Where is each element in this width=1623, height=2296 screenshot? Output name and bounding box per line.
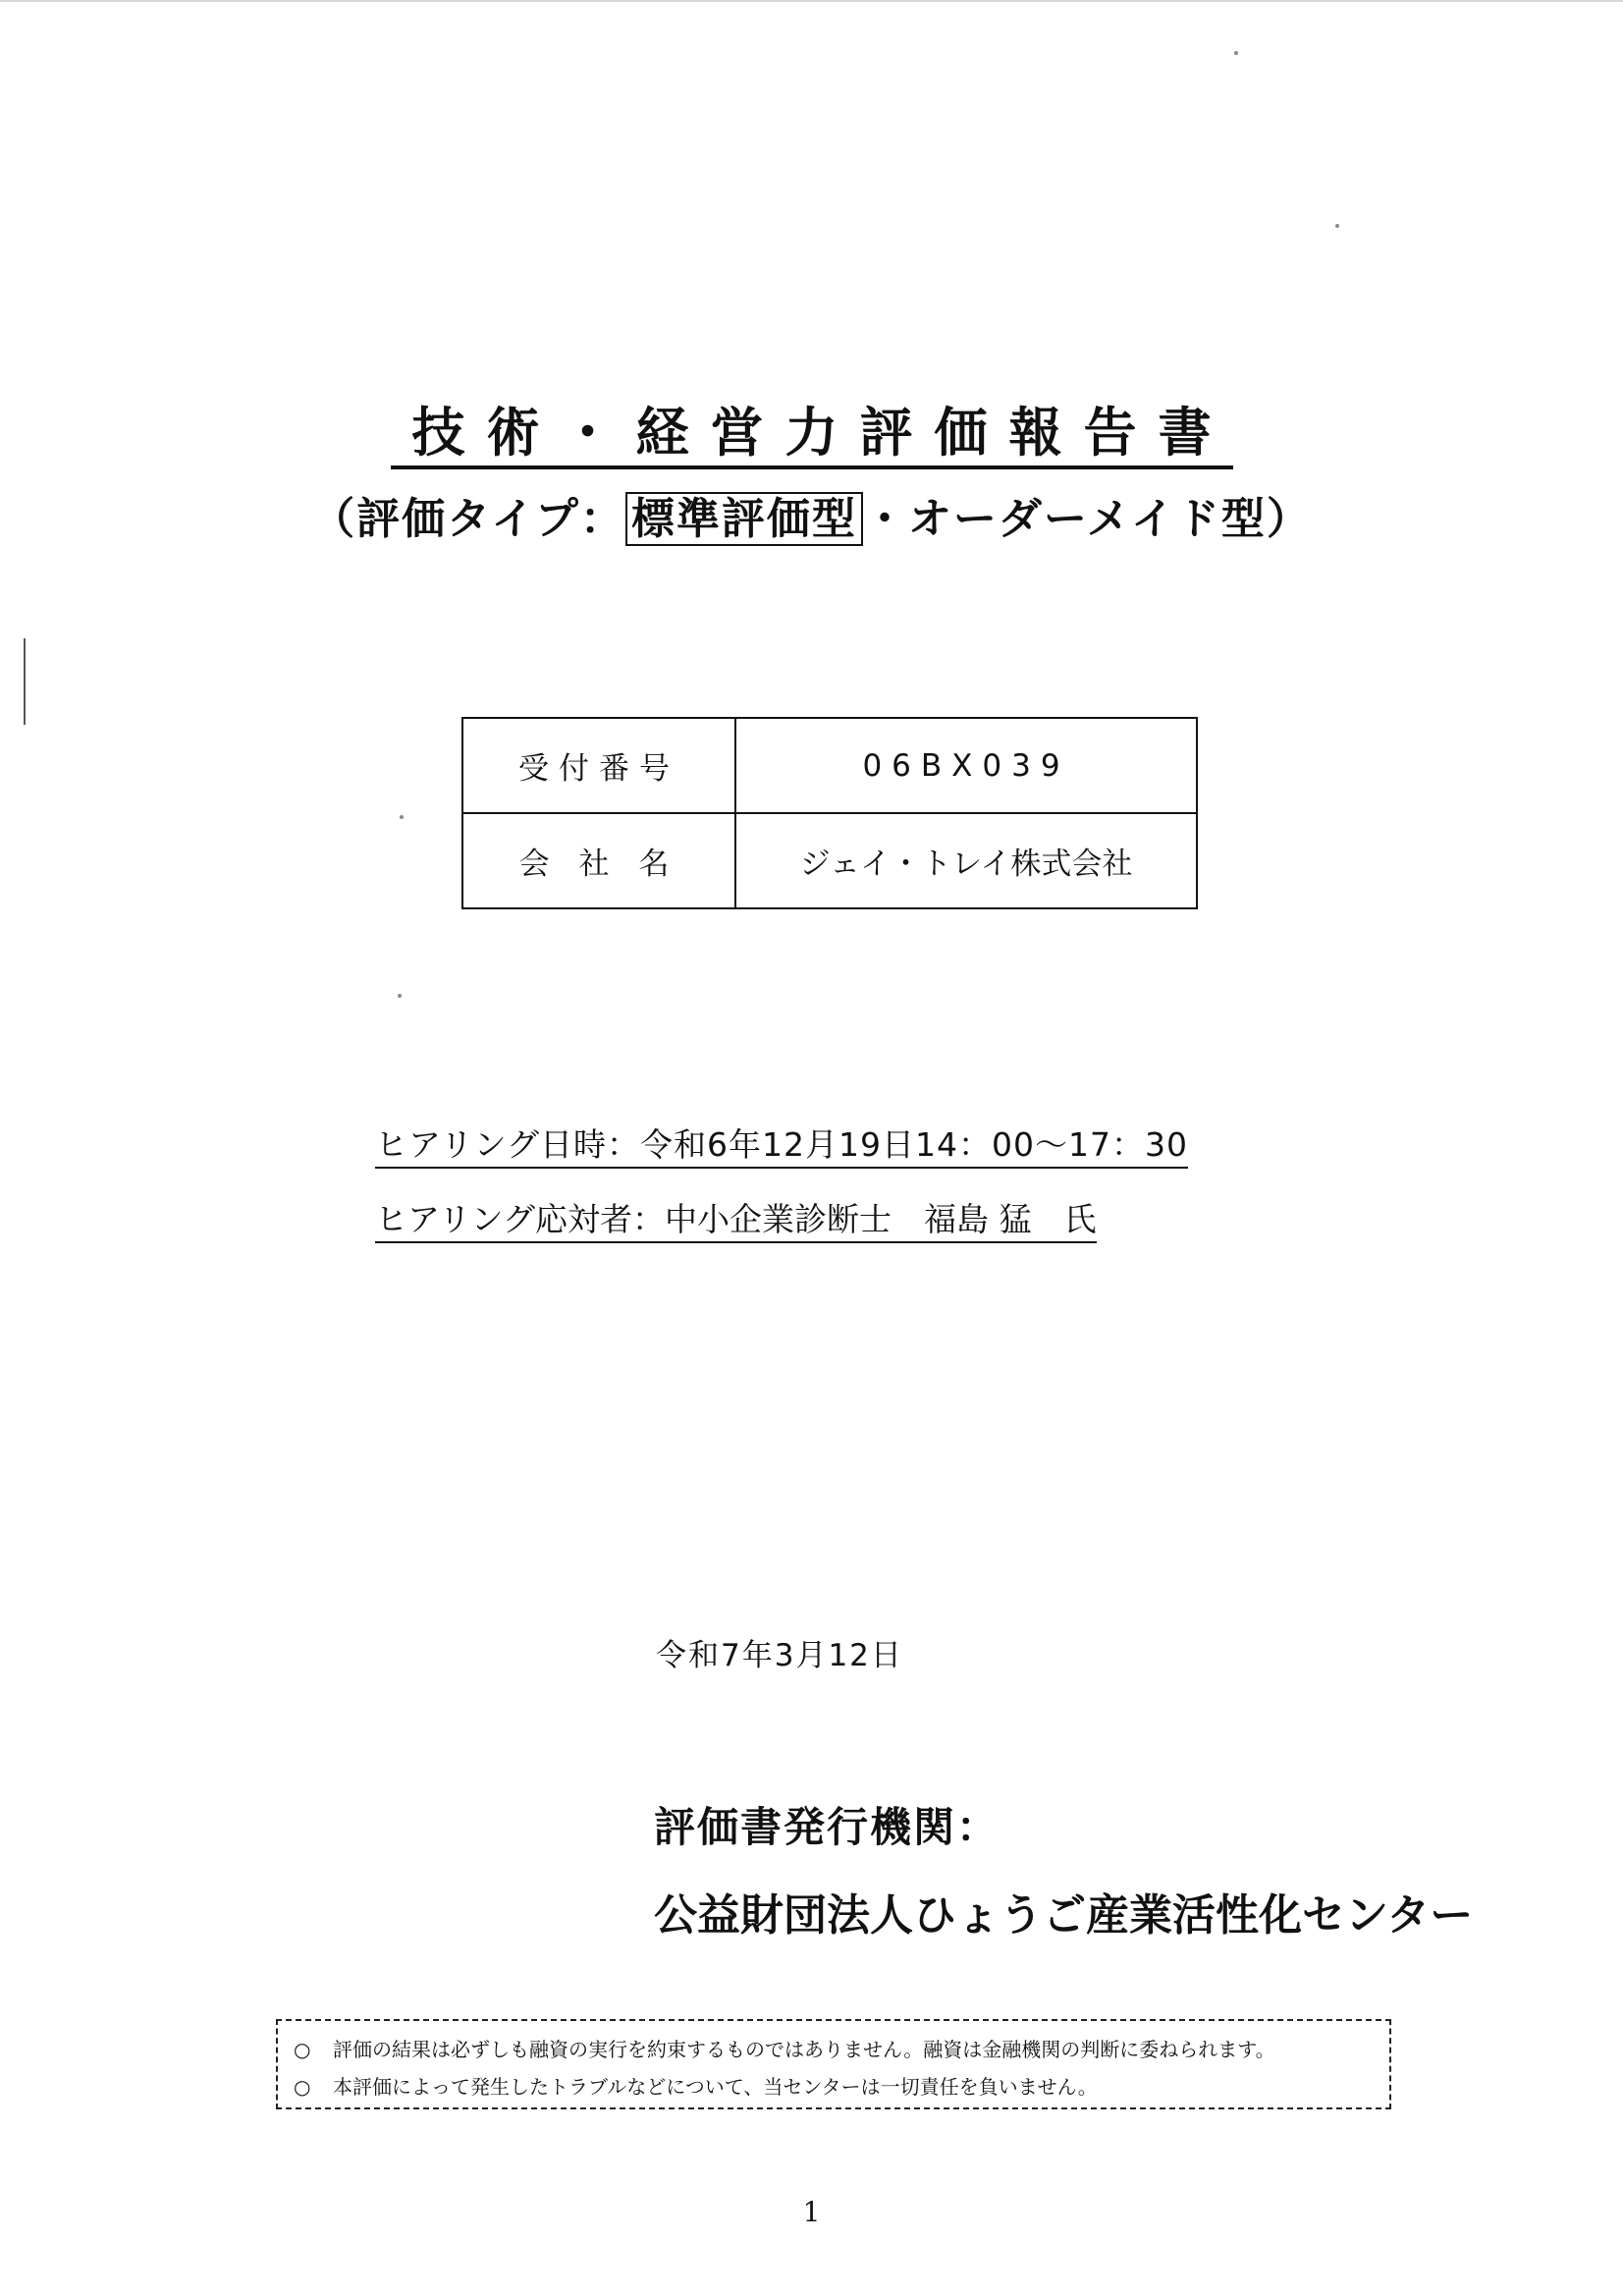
hearing-datetime-value: 令和6年12月19日14：00～17：30 — [640, 1125, 1188, 1164]
company-name-label: 会 社 名 — [462, 813, 735, 908]
list-item — [294, 2068, 1389, 2105]
scan-speck — [1234, 51, 1238, 55]
disclaimer-text: 本評価によって発生したトラブルなどについて、当センターは一切責任を負いません。 — [333, 2075, 1098, 2099]
disclaimer-box — [276, 2019, 1391, 2109]
evaluation-type-separator: ・ — [862, 494, 908, 544]
reception-number-value: 06BX039 — [735, 718, 1197, 813]
report-title — [0, 391, 1623, 466]
issuer-label: 評価書発行機関： — [654, 1803, 1001, 1851]
hearing-respondent-label: ヒアリング応対者： — [375, 1200, 666, 1238]
hearing-datetime — [375, 1120, 1188, 1169]
hearing-datetime-label: ヒアリング日時： — [375, 1125, 641, 1164]
list-item — [294, 2031, 1389, 2068]
table-row — [462, 718, 1197, 813]
evaluation-type-other: オーダーメイド型 — [907, 494, 1267, 544]
page-number: 1 — [802, 2196, 821, 2228]
scan-speck — [400, 815, 404, 819]
table-row — [462, 813, 1197, 908]
evaluation-type-open: （評価タイプ： — [311, 494, 625, 544]
evaluation-type-selected: 標準評価型 — [625, 492, 863, 546]
scan-edge-mark — [24, 638, 26, 725]
info-table — [461, 717, 1198, 909]
disclaimer-text: 評価の結果は必ずしも融資の実行を約束するものではありません。融資は金融機関の判断に委ねられます。 — [333, 2038, 1275, 2061]
scan-edge-top — [0, 0, 1623, 2]
reception-number-label: 受付番号 — [462, 718, 735, 813]
report-title-text: 技術・経営力評価報告書 — [391, 402, 1233, 469]
company-name-value: ジェイ・トレイ株式会社 — [735, 813, 1197, 908]
evaluation-type-close: ） — [1266, 494, 1312, 544]
evaluation-type-line — [0, 483, 1623, 546]
issuer-name: 公益財団法人ひょうご産業活性化センター — [654, 1890, 1474, 1941]
circle-bullet-icon: ○ — [294, 2038, 311, 2061]
hearing-respondent-value: 中小企業診断士 福島 猛 氏 — [665, 1200, 1097, 1238]
issue-date: 令和7年3月12日 — [656, 1638, 903, 1673]
scan-speck — [398, 994, 402, 998]
scan-speck — [1335, 224, 1339, 228]
hearing-respondent — [375, 1194, 1097, 1243]
circle-bullet-icon: ○ — [294, 2075, 311, 2099]
